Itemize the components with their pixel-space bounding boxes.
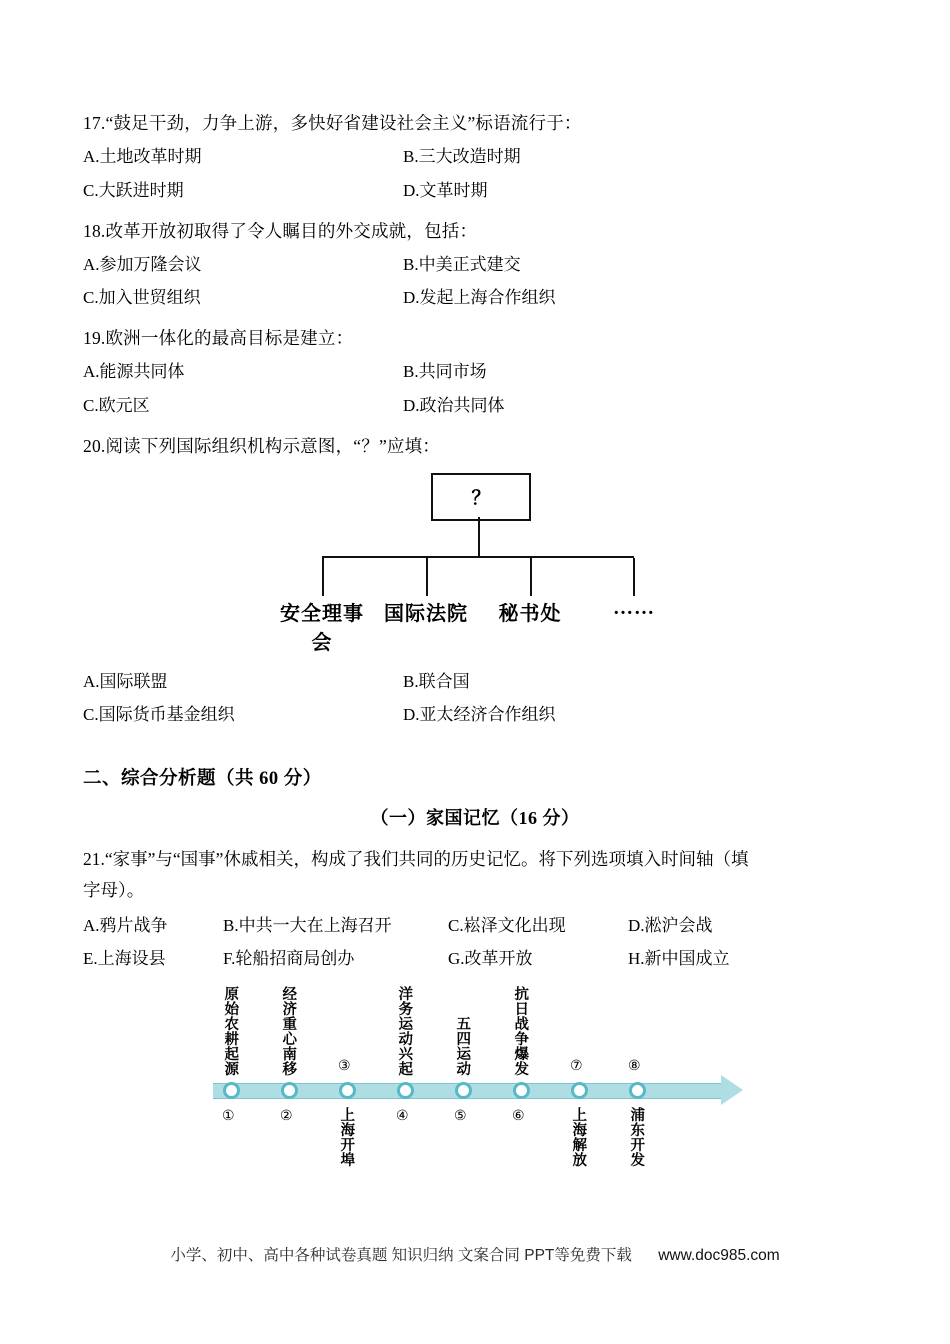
org-chart-branch-line xyxy=(322,556,634,558)
org-chart-label-2: 国际法院 xyxy=(384,602,468,625)
timeline-blank-above-7[interactable]: ⑦ xyxy=(570,1057,583,1074)
timeline-blank-below-2[interactable]: ② xyxy=(280,1107,293,1124)
question-17-option-d[interactable]: D.文革时期 xyxy=(403,180,488,200)
question-19-options-row-1 xyxy=(83,360,867,385)
timeline-label-above-5: 五四运动 xyxy=(454,1016,471,1077)
org-chart-label-1: 安全理事会 xyxy=(280,602,364,654)
timeline-label-below-3: 上海开埠 xyxy=(338,1107,355,1168)
question-21-option-c[interactable]: C.崧泽文化出现 xyxy=(448,916,566,936)
org-chart-drop-2 xyxy=(426,558,428,596)
timeline-label-above-4: 洋务运动兴起 xyxy=(396,986,413,1077)
org-chart-labels xyxy=(281,597,701,655)
un-org-chart-diagram xyxy=(280,473,701,654)
question-20-option-a[interactable]: A.国际联盟 xyxy=(83,671,168,691)
question-18-option-a[interactable]: A.参加万隆会议 xyxy=(83,254,202,274)
question-20-option-c[interactable]: C.国际货币基金组织 xyxy=(83,705,235,725)
question-21-option-e[interactable]: E.上海设县 xyxy=(83,949,166,969)
question-18-option-d[interactable]: D.发起上海合作组织 xyxy=(403,288,556,308)
question-19-option-c[interactable]: C.欧元区 xyxy=(83,395,150,415)
org-chart-root-box: ？ xyxy=(431,473,531,521)
question-20-stem: 20.阅读下列国际组织机构示意图，“？”应填： xyxy=(83,435,441,456)
question-17-option-b[interactable]: B.三大改造时期 xyxy=(403,147,521,167)
question-17-option-c[interactable]: C.大跃进时期 xyxy=(83,180,184,200)
question-21 xyxy=(83,844,867,1198)
timeline-blank-above-3[interactable]: ③ xyxy=(338,1057,351,1074)
question-20-options-row-2 xyxy=(83,703,867,728)
question-21-stem-line-1: 21.“家事”与“国事”休戚相关，构成了我们共同的历史记忆。将下列选项填入时间轴（填 xyxy=(83,849,749,870)
question-21-option-h[interactable]: H.新中国成立 xyxy=(628,949,730,969)
footer-text: 小学、初中、高中各种试卷真题 知识归纳 文案合同 PPT等免费下载 xyxy=(170,1247,632,1264)
org-chart-label-3: 秘书处 xyxy=(498,602,562,625)
footer-site-link[interactable]: www.doc985.com xyxy=(658,1247,780,1264)
question-18 xyxy=(83,218,867,312)
timeline-blank-below-4[interactable]: ④ xyxy=(396,1107,409,1124)
timeline-label-below-8: 浦东开发 xyxy=(628,1107,645,1168)
timeline-blank-above-8[interactable]: ⑧ xyxy=(628,1057,641,1074)
question-19-option-b[interactable]: B.共同市场 xyxy=(403,362,487,382)
question-19-option-a[interactable]: A.能源共同体 xyxy=(83,362,185,382)
question-21-option-g[interactable]: G.改革开放 xyxy=(448,949,533,969)
org-chart-drop-1 xyxy=(322,558,324,596)
question-21-options-row-1 xyxy=(83,911,867,936)
question-18-option-c[interactable]: C.加入世贸组织 xyxy=(83,288,201,308)
timeline-label-above-6: 抗日战争爆发 xyxy=(512,986,529,1077)
timeline-blank-below-5[interactable]: ⑤ xyxy=(454,1107,467,1124)
timeline-blank-below-1[interactable]: ① xyxy=(222,1107,235,1124)
timeline-blank-below-6[interactable]: ⑥ xyxy=(512,1107,525,1124)
page-content xyxy=(83,110,867,1212)
question-20-options-row-1 xyxy=(83,670,867,695)
timeline-label-below-7: 上海解放 xyxy=(570,1107,587,1168)
org-chart-drop-4 xyxy=(633,558,635,596)
timeline-label-above-1: 原始农耕起源 xyxy=(222,986,239,1077)
question-19 xyxy=(83,325,867,419)
question-17 xyxy=(83,110,867,204)
question-17-options-row-2 xyxy=(83,179,867,204)
question-19-option-d[interactable]: D.政治共同体 xyxy=(403,395,505,415)
timeline-arrow-head-icon xyxy=(721,1075,743,1105)
question-17-option-a[interactable]: A.土地改革时期 xyxy=(83,147,202,167)
question-18-option-b[interactable]: B.中美正式建交 xyxy=(403,254,521,274)
question-20 xyxy=(83,433,867,729)
org-chart-label-4: …… xyxy=(613,596,655,619)
question-18-options-row-1 xyxy=(83,253,867,278)
org-chart-drop-3 xyxy=(530,558,532,596)
history-timeline xyxy=(203,983,763,1198)
question-19-options-row-2 xyxy=(83,394,867,419)
question-20-option-d[interactable]: D.亚太经济合作组织 xyxy=(403,705,556,725)
question-21-option-d[interactable]: D.淞沪会战 xyxy=(628,916,713,936)
question-20-option-b[interactable]: B.联合国 xyxy=(403,671,470,691)
question-21-options-row-2 xyxy=(83,944,867,969)
question-21-option-a[interactable]: A.鸦片战争 xyxy=(83,916,168,936)
question-21-option-b[interactable]: B.中共一大在上海召开 xyxy=(223,916,392,936)
question-18-stem: 18.改革开放初取得了令人瞩目的外交成就，包括： xyxy=(83,220,478,241)
timeline-label-above-2: 经济重心南移 xyxy=(280,986,297,1077)
question-21-option-f[interactable]: F.轮船招商局创办 xyxy=(223,949,355,969)
question-18-options-row-2 xyxy=(83,286,867,311)
org-chart-stem-line xyxy=(478,517,480,556)
question-17-stem: 17.“鼓足干劲，力争上游，多快好省建设社会主义”标语流行于： xyxy=(83,113,582,133)
question-17-options-row-1 xyxy=(83,145,867,170)
question-21-stem-line-2: 字母）。 xyxy=(83,879,145,900)
page-footer xyxy=(0,1243,950,1265)
section-title: 二、综合分析题（共 60 分） xyxy=(83,769,322,790)
question-19-stem: 19.欧洲一体化的最高目标是建立： xyxy=(83,328,354,349)
section-subtitle: （一）家国记忆（16 分） xyxy=(370,808,580,829)
